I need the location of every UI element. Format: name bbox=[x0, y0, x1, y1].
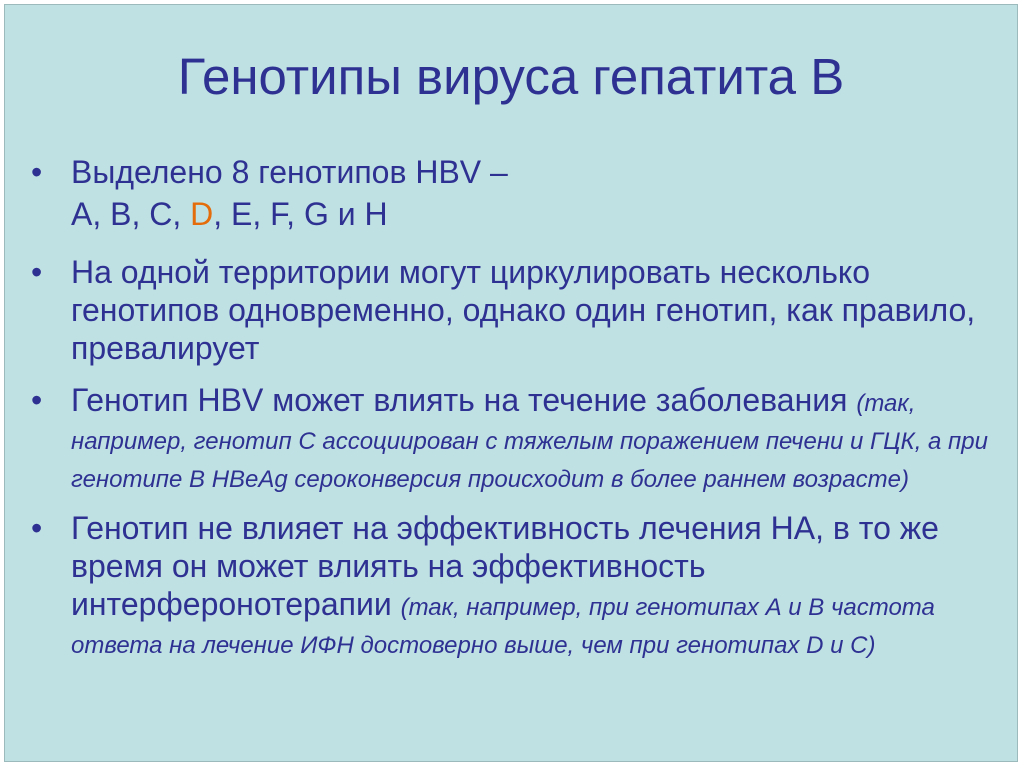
bullet-item-genotypes bbox=[31, 153, 1001, 233]
bullet-item-disease-course bbox=[31, 381, 1001, 495]
bullet-text: Генотип не влияет на эффективность лечения НА, в то же время он может влиять на эффективность интерферонотерапии bbox=[71, 510, 939, 622]
bullet-marker: • bbox=[31, 154, 43, 190]
genotype-list bbox=[71, 195, 1001, 233]
genotype-d-highlight: D bbox=[190, 196, 214, 232]
bullet-marker: • bbox=[31, 510, 43, 546]
bullet-list bbox=[31, 153, 1001, 661]
bullet-text: На одной территории могут циркулировать несколько генотипов одновременно, однако один генотип, как правило, превалирует bbox=[71, 254, 976, 366]
bullet-marker: • bbox=[31, 382, 43, 418]
bullet-text: Генотип HBV может влиять на течение заболевания bbox=[71, 382, 848, 418]
genotype-list-end: , E, F, G и H bbox=[213, 196, 388, 232]
genotype-list-start: A, B, C, bbox=[71, 196, 191, 232]
slide-title: Генотипы вируса гепатита В bbox=[177, 48, 845, 105]
slide bbox=[4, 4, 1018, 762]
bullet-marker: • bbox=[31, 254, 43, 290]
bullet-item-treatment bbox=[31, 509, 1001, 661]
bullet-item-circulation bbox=[31, 253, 1001, 367]
bullet-note: (так, например, генотип С ассоциирован с тяжелым поражением печени и ГЦК, а при генотипе В HBeAg сероконверсия происходит в более раннем возрасте) bbox=[71, 390, 988, 493]
bullet-text: Выделено 8 генотипов HBV – bbox=[71, 154, 508, 190]
bullet-note: (так, например, при генотипах А и В частота ответа на лечение ИФН достоверно выше, чем при генотипах D и C) bbox=[71, 594, 935, 659]
